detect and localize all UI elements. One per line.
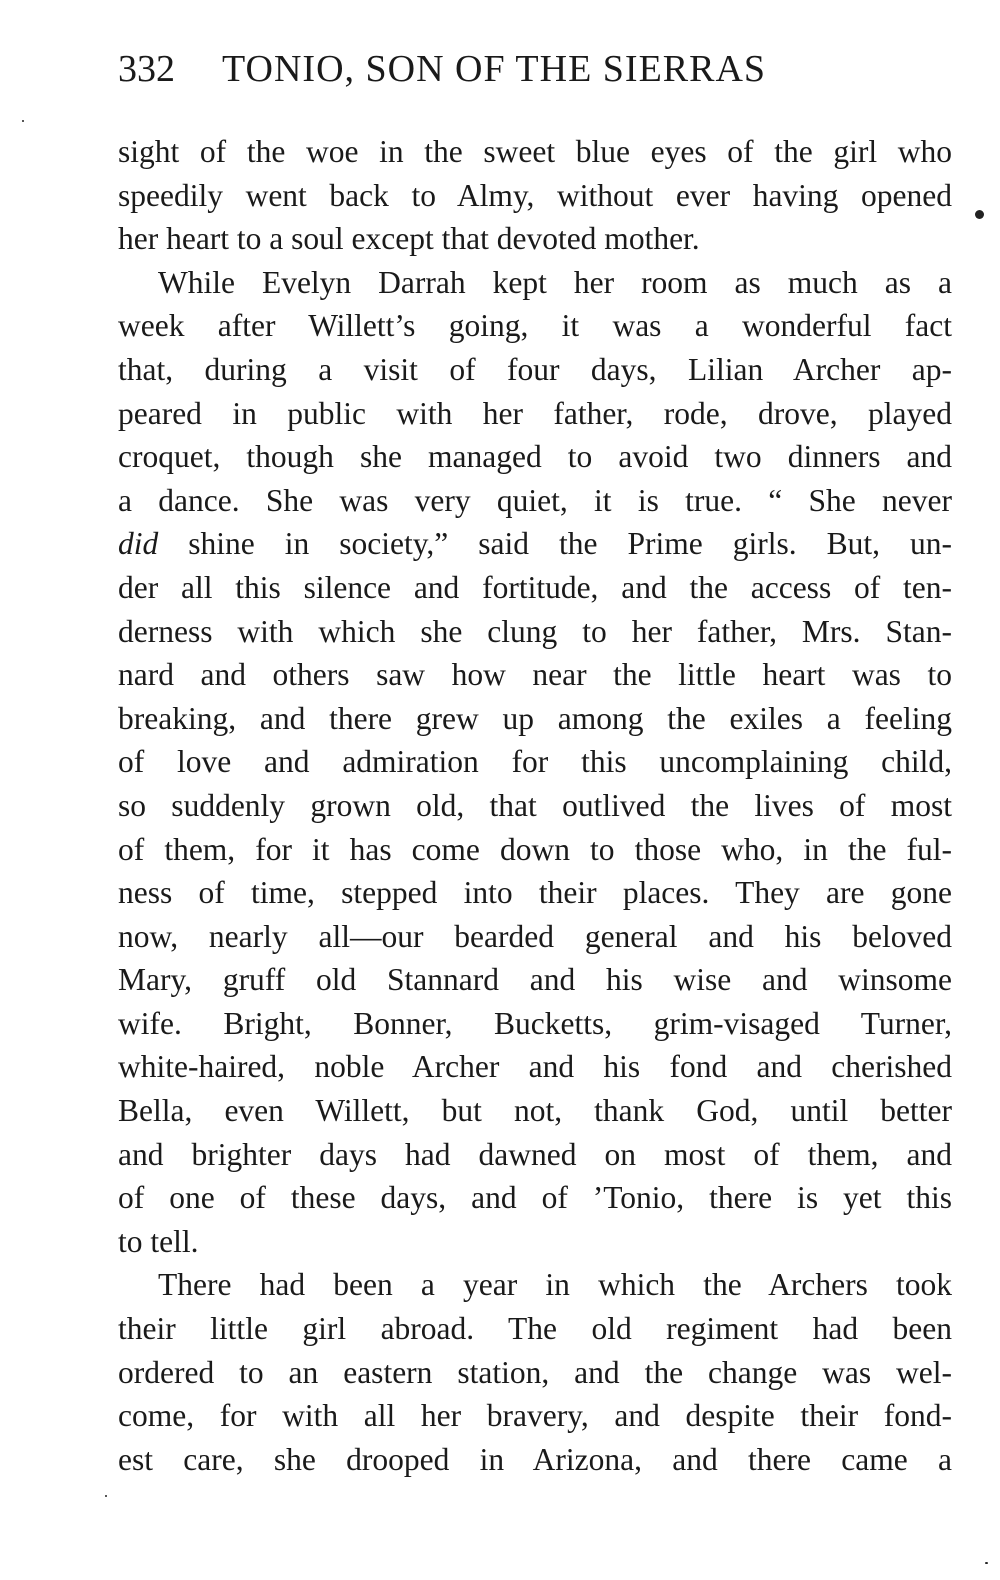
body-text: [118, 130, 952, 1481]
text-line: her heart to a soul except that devoted mother.: [118, 221, 700, 257]
text-line: ness of time, stepped into their places. They are gone: [118, 875, 952, 911]
text-line: that, during a visit of four days, Lilian Archer ap-: [118, 351, 952, 387]
text-line: peared in public with her father, rode, drove, played: [118, 395, 952, 431]
text-line: Bella, even Willett, but not, thank God, until better: [118, 1093, 952, 1129]
text-line: now, nearly all—our bearded general and his beloved: [118, 918, 952, 954]
text-line: nard and others saw how near the little heart was to: [118, 657, 952, 693]
text-line: so suddenly grown old, that outlived the lives of most: [118, 787, 952, 823]
text-line: [118, 522, 952, 566]
text-line: Mary, gruff old Stannard and his wise and winsome: [118, 962, 952, 998]
text-line: of love and admiration for this uncomplaining child,: [118, 744, 952, 780]
text-line: While Evelyn Darrah kept her room as much as a: [158, 264, 952, 300]
text-line: of one of these days, and of ’Tonio, there is yet this: [118, 1180, 952, 1216]
text-line: white-haired, noble Archer and his fond and cherished: [118, 1049, 952, 1085]
text-line: ordered to an eastern station, and the change was wel-: [118, 1354, 952, 1390]
ink-speck: [985, 1562, 988, 1564]
text-line: sight of the woe in the sweet blue eyes of the girl who: [118, 134, 952, 169]
running-head: [118, 44, 888, 94]
text-line: speedily went back to Almy, without ever having opened: [118, 177, 952, 213]
running-title: TONIO, SON OF THE SIERRAS: [222, 48, 767, 90]
italic-word: did: [118, 526, 159, 562]
text-line-rest: shine in society,” said the Prime girls. But, un-: [158, 526, 952, 562]
text-line: a dance. She was very quiet, it is true. “ She never: [118, 482, 952, 518]
text-line: der all this silence and fortitude, and the access of ten-: [118, 569, 952, 605]
text-line: their little girl abroad. The old regiment had been: [118, 1311, 952, 1347]
text-line: breaking, and there grew up among the exiles a feeling: [118, 700, 952, 736]
text-line: come, for with all her bravery, and despite their fond-: [118, 1398, 952, 1434]
text-line: to tell.: [118, 1223, 199, 1259]
page-number: 332: [118, 48, 175, 90]
ink-spot: [975, 210, 984, 219]
text-line: est care, she drooped in Arizona, and there came a: [118, 1441, 952, 1477]
text-line: derness with which she clung to her father, Mrs. Stan-: [118, 613, 952, 649]
text-line: croquet, though she managed to avoid two dinners and: [118, 439, 952, 475]
text-line: wife. Bright, Bonner, Bucketts, grim-visaged Turner,: [118, 1005, 952, 1041]
text-line: of them, for it has come down to those who, in the ful-: [118, 831, 952, 867]
ink-speck: [22, 120, 24, 122]
text-line: week after Willett’s going, it was a wonderful fact: [118, 308, 952, 344]
text-line: There had been a year in which the Archers took: [158, 1267, 952, 1303]
text-line: and brighter days had dawned on most of them, and: [118, 1136, 952, 1172]
ink-speck: [105, 1495, 107, 1497]
